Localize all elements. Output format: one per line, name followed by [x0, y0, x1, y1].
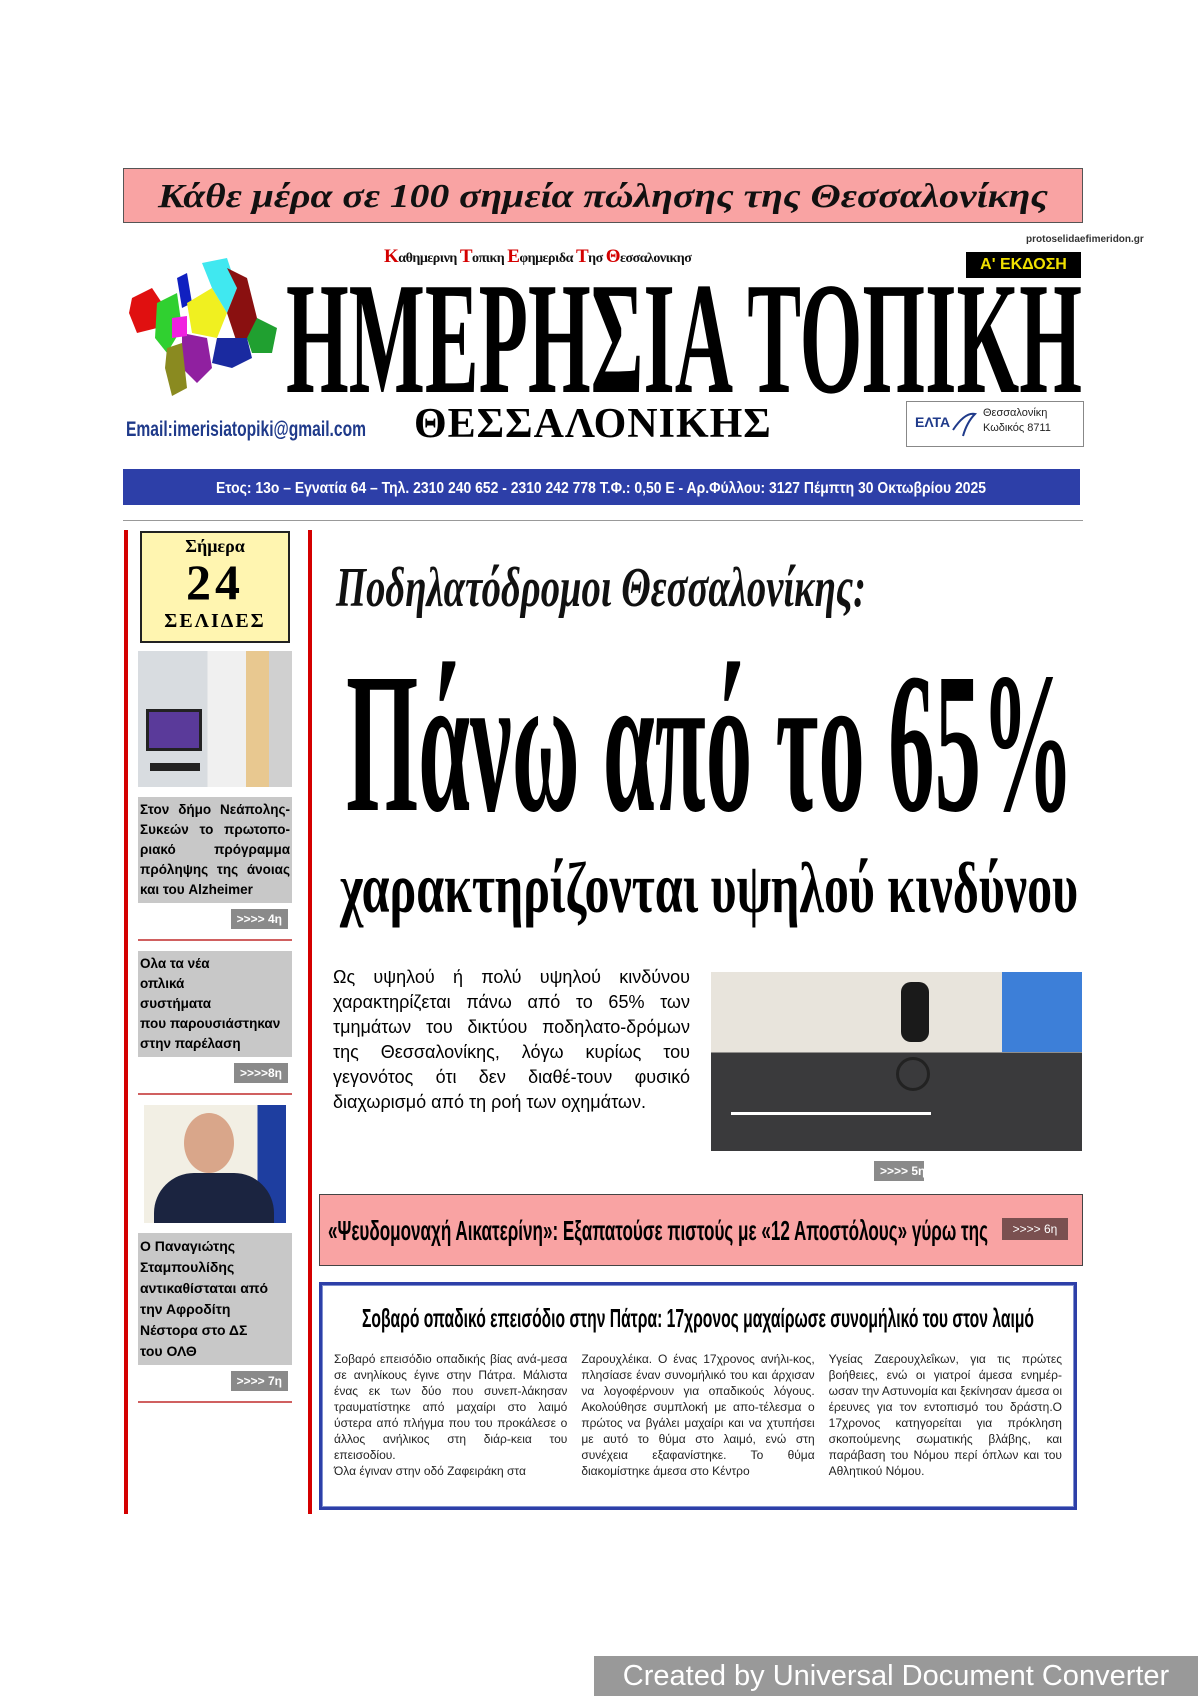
- page-count-badge: [140, 531, 290, 643]
- info-bar-text: Ετος: 13ο – Εγνατία 64 – Τηλ. 2310 240 652 - 2310 242 778 Τ.Φ.: 0,50 Ε - Αρ.Φύλλου: 3127 Πέμπτη 30 Οκτωβρίου 2025: [216, 480, 987, 497]
- main-more-5[interactable]: >>>> 5η: [874, 1161, 924, 1181]
- elta-box: [906, 401, 1084, 447]
- sidebar-photo-clinic[interactable]: [138, 651, 292, 787]
- top-banner-text: Κάθε μέρα σε 100 σημεία πώλησης της Θεσσαλονίκης: [156, 178, 1049, 215]
- tagline-word: Θεσσαλονικησ: [605, 246, 692, 267]
- main-photo-cyclist[interactable]: [711, 972, 1082, 1151]
- region-map-logo: [127, 258, 282, 398]
- sidebar-border-right: [308, 530, 312, 1514]
- sidebar-more-4[interactable]: >>>> 4η: [231, 909, 288, 929]
- tagline-word: Τοπικη: [459, 246, 508, 267]
- secondary-banner[interactable]: [319, 1194, 1083, 1266]
- info-bar-svg: [123, 469, 1080, 505]
- sidebar: [138, 531, 292, 1413]
- sidebar-item-text[interactable]: Ολα τα νέα οπλικά συστήματα που παρουσιάστηκαν στην παρέλαση: [138, 951, 292, 1057]
- main-headline[interactable]: Πάνω από το 65%: [346, 633, 1074, 854]
- sidebar-divider: [138, 1093, 292, 1095]
- article-column: Ζαρουχλέικα. Ο ένας 17χρονος ανήλι-κος, πλησίασε έναν συνομήλικό του και άρχισαν να λογοφέρνουν για οπαδικούς λόγους. Ακολούθησε συμπλοκή με απο-τέλεσμα ο πρώτος να βγάλει μαχαίρι και να χτυπήσει με αυτό το θύμα στο λαιμό, ενώ στη συνέχεια εξαφανίστηκε. Το θύμα διακομίστηκε άμεσα στο Κέντρο: [581, 1352, 815, 1478]
- banner-more-6[interactable]: >>>> 6η: [1002, 1218, 1068, 1240]
- sidebar-divider: [138, 939, 292, 941]
- sidebar-item-text[interactable]: Στον δήμο Νεάπολης-Συκεών το πρωτοπο-ριακό πρόγραμμα πρόληψης της άνοιας και του Alzheimer: [138, 797, 292, 903]
- tagline-word: Καθημερινη: [384, 246, 460, 267]
- main-subhead-svg: [336, 850, 1084, 940]
- sidebar-border-left: [124, 530, 128, 1514]
- article-box-title[interactable]: Σοβαρό οπαδικό επεισόδιο στην Πάτρα: 17χρονος μαχαίρωσε συνομήλικό του στον λαιμό: [362, 1303, 1034, 1333]
- converter-watermark: Created by Universal Document Converter: [594, 1656, 1198, 1696]
- page-count-today: Σήμερα: [185, 536, 245, 556]
- article-box-title-svg[interactable]: [322, 1295, 1074, 1339]
- elta-line2: Κωδικός 8711: [983, 422, 1051, 434]
- divider: [123, 520, 1083, 521]
- page-count-number: 24: [186, 554, 244, 610]
- sidebar-photo-portrait[interactable]: [144, 1105, 286, 1223]
- main-kicker: Ποδηλατόδρομοι Θεσσαλονίκης:: [335, 557, 866, 619]
- elta-line1: Θεσσαλονίκη: [983, 407, 1048, 419]
- edition-badge: Α' ΕΚΔΟΣΗ: [966, 252, 1081, 278]
- page-count-label: ΣΕΛΙΔΕΣ: [164, 610, 266, 632]
- email-link[interactable]: Email:imerisiatopiki@gmail.com: [126, 418, 366, 441]
- masthead-title: ΗΜΕΡΗΣΙΑ ΤΟΠΙΚΗ: [286, 249, 1082, 427]
- info-bar: [123, 469, 1080, 505]
- tagline-word: Τησ: [575, 246, 606, 267]
- main-kicker-svg: [334, 548, 874, 628]
- main-subhead: χαρακτηρίζονται υψηλού κινδύνου: [339, 848, 1078, 928]
- secondary-banner-svg: [320, 1195, 996, 1265]
- sidebar-divider: [138, 1401, 292, 1403]
- elta-bird-icon: [951, 410, 977, 438]
- sidebar-more-8[interactable]: >>>>8η: [234, 1063, 288, 1083]
- sidebar-more-7[interactable]: >>>> 7η: [231, 1371, 288, 1391]
- article-column: Υγείας Ζαερουχλεΐκων, για τις πρώτες βοήθειες, ενώ οι γιατροί άμεσα ενημέρ-ωσαν την Αστυνομία και ξεκίνησαν άμεσα οι έρευνες για τον εντοπισμό του δράστη.Ο 17χρονος κατηγορείται για πρόκληση σκοπούμενης σωματικής βλάβης, και παράβαση του Νόμου περί όπλων και του Αθλητικού Νόμου.: [828, 1352, 1062, 1478]
- masthead-city: ΘΕΣΣΑΛΟΝΙΚΗΣ: [414, 401, 772, 447]
- main-lead-text: Ως υψηλού ή πολύ υψηλού κινδύνου χαρακτηρίζεται πάνω από το 65% των τμημάτων του δικτύου ποδηλατο-δρόμων της Θεσσαλονίκης, λόγω κυρίως του γεγονότος ότι δεν διαθέ-τουν φυσικό διαχωρισμό από τη ροή των οχημάτων.: [333, 967, 690, 1112]
- article-column: Σοβαρό επεισόδιο οπαδικής βίας ανά-μεσα σε ανηλίκους έγινε στην Πάτρα. Μάλιστα ένας εκ των δύο που συνεπ-λάκησαν τραυματίστηκε από μαχαίρι στο λαιμό ύστερα από πλήγμα που του προκάλεσε ο άλλος ανήλικος στη διάρ-κεια του επεισοδίου. Όλα έγιναν στην οδό Ζαφειράκη στα: [334, 1352, 568, 1478]
- sidebar-item-text[interactable]: Ο Παναγιώτης Σταμπουλίδης αντικαθίσταται από την Αφροδίτη Νέστορα στο ΔΣ του ΟΛΘ: [138, 1233, 292, 1365]
- secondary-banner-text: «Ψευδομοναχή Αικατερίνη»: Εξαπατούσε πιστούς με «12 Αποστόλους» γύρω της: [328, 1215, 988, 1246]
- article-box: [319, 1282, 1077, 1510]
- top-banner: [123, 168, 1083, 223]
- top-banner-svg: [124, 169, 1082, 222]
- elta-logo: ΕΛΤΑ: [915, 414, 951, 430]
- site-watermark: protoselidaefimeridon.gr: [1026, 234, 1144, 245]
- main-headline-svg[interactable]: [340, 633, 1085, 854]
- tagline-word: Εφημεριδα: [507, 246, 576, 267]
- email-svg[interactable]: [126, 414, 376, 444]
